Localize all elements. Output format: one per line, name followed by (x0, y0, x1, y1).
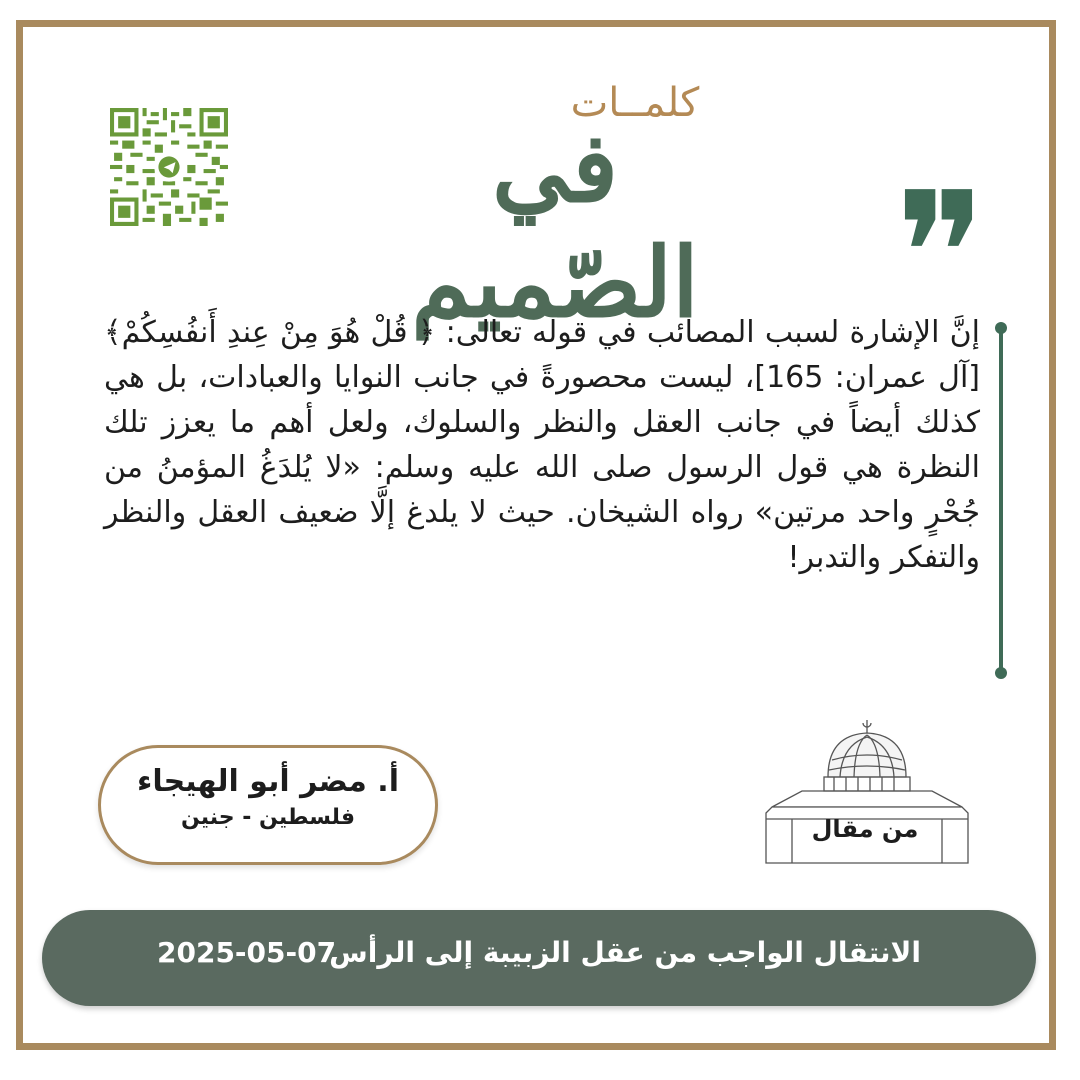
quote-text: إنَّ الإشارة لسبب المصائب في قوله تعالى: ﴿ قُلْ هُوَ مِنْ عِندِ أَنفُسِكُمْ﴾ [آل عمران: 165]، ليست محصورةً في جانب النوايا والعبادات، بل هي كذلك أيضاً في جانب العقل والنظر والسلوك، ولعل أهم ما يعزز تلك النظرة هي قول الرسول صلى الله عليه وسلم: «لا يُلدَغُ المؤمنُ من جُحْرٍ واحد مرتين» رواه الشيخان. حيث لا يلدغ إلَّا ضعيف العقل والنظر والتفكر والتدبر! (104, 315, 981, 575)
rail-dot-top (995, 322, 1007, 334)
rail-dot-bottom (995, 667, 1007, 679)
logo-main-text: في الصّميم (411, 111, 699, 340)
footer-bar (42, 910, 1036, 1006)
author-place: فلسطين - جنين (180, 805, 356, 830)
article-title: الانتقال الواجب من عقل الزبيبة إلى الرأس (329, 936, 921, 969)
author-name: أ. مضر أبو الهيجاء (137, 764, 399, 799)
article-date: 2025-05-07 (157, 936, 337, 969)
quote-rail (999, 328, 1003, 672)
source-label: من مقال (811, 815, 919, 843)
quote-mark-icon: ❞ (895, 156, 987, 354)
brand-logo (355, 80, 755, 340)
logo-top-text: كلمــات (570, 80, 700, 126)
qr-code-icon[interactable] (110, 108, 228, 226)
author-card (98, 745, 438, 865)
